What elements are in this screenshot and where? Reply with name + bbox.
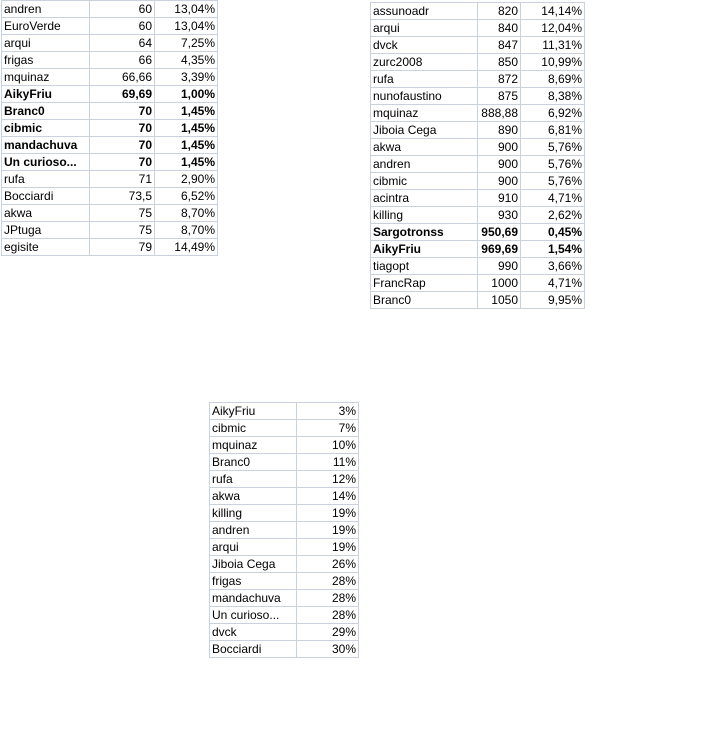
player-name-cell: cibmic — [371, 173, 478, 190]
percent-cell: 28% — [297, 590, 359, 607]
percent-cell: 5,76% — [521, 173, 585, 190]
table-row — [371, 54, 585, 71]
table-row — [2, 69, 218, 86]
table-row — [210, 454, 359, 471]
value-cell: 60 — [90, 18, 155, 35]
table-row — [2, 35, 218, 52]
table-row — [371, 207, 585, 224]
value-cell: 875 — [478, 88, 521, 105]
player-name-cell: nunofaustino — [371, 88, 478, 105]
player-name-cell: EuroVerde — [2, 18, 90, 35]
player-name-cell: Un curioso... — [210, 607, 297, 624]
table-row — [210, 573, 359, 590]
table-row — [371, 37, 585, 54]
value-cell: 900 — [478, 156, 521, 173]
percent-cell: 4,35% — [155, 52, 218, 69]
value-cell: 73,5 — [90, 188, 155, 205]
percent-cell: 10,99% — [521, 54, 585, 71]
percent-cell: 30% — [297, 641, 359, 658]
table-row — [210, 607, 359, 624]
percent-cell: 26% — [297, 556, 359, 573]
player-name-cell: AikyFriu — [2, 86, 90, 103]
player-name-cell: cibmic — [2, 120, 90, 137]
player-name-cell: andren — [210, 522, 297, 539]
table-row — [371, 173, 585, 190]
percent-cell: 1,00% — [155, 86, 218, 103]
value-cell: 890 — [478, 122, 521, 139]
percent-cell: 28% — [297, 607, 359, 624]
player-name-cell: mquinaz — [2, 69, 90, 86]
percent-cell: 10% — [297, 437, 359, 454]
table-row — [371, 156, 585, 173]
percent-cell: 29% — [297, 624, 359, 641]
value-cell: 969,69 — [478, 241, 521, 258]
percent-cell: 2,90% — [155, 171, 218, 188]
score-table-a-body — [2, 1, 218, 256]
table-row — [371, 105, 585, 122]
value-cell: 79 — [90, 239, 155, 256]
percent-cell: 1,45% — [155, 154, 218, 171]
table-row — [210, 624, 359, 641]
score-table-b-body — [371, 3, 585, 309]
value-cell: 900 — [478, 173, 521, 190]
player-name-cell: Sargotronss — [371, 224, 478, 241]
table-row — [210, 403, 359, 420]
table-row — [2, 239, 218, 256]
value-cell: 71 — [90, 171, 155, 188]
percent-cell: 1,45% — [155, 137, 218, 154]
table-row — [2, 222, 218, 239]
percent-cell: 1,45% — [155, 103, 218, 120]
table-row — [210, 556, 359, 573]
percent-cell: 12,04% — [521, 20, 585, 37]
player-name-cell: arqui — [371, 20, 478, 37]
value-cell: 70 — [90, 137, 155, 154]
player-name-cell: egisite — [2, 239, 90, 256]
player-name-cell: tiagopt — [371, 258, 478, 275]
value-cell: 900 — [478, 139, 521, 156]
player-name-cell: arqui — [2, 35, 90, 52]
value-cell: 70 — [90, 120, 155, 137]
value-cell: 990 — [478, 258, 521, 275]
table-row — [210, 420, 359, 437]
table-row — [2, 103, 218, 120]
value-cell: 1050 — [478, 292, 521, 309]
table-row — [2, 1, 218, 18]
ranking-table-c-body — [210, 403, 359, 658]
table-row — [371, 122, 585, 139]
value-cell: 70 — [90, 103, 155, 120]
value-cell: 64 — [90, 35, 155, 52]
player-name-cell: Jiboia Cega — [371, 122, 478, 139]
player-name-cell: FrancRap — [371, 275, 478, 292]
percent-cell: 12% — [297, 471, 359, 488]
table-row — [210, 641, 359, 658]
percent-cell: 13,04% — [155, 1, 218, 18]
value-cell: 66,66 — [90, 69, 155, 86]
percent-cell: 7% — [297, 420, 359, 437]
value-cell: 1000 — [478, 275, 521, 292]
table-row — [371, 258, 585, 275]
player-name-cell: akwa — [210, 488, 297, 505]
percent-cell: 3% — [297, 403, 359, 420]
player-name-cell: AikyFriu — [371, 241, 478, 258]
table-row — [2, 137, 218, 154]
value-cell: 60 — [90, 1, 155, 18]
percent-cell: 19% — [297, 522, 359, 539]
percent-cell: 7,25% — [155, 35, 218, 52]
table-row — [371, 190, 585, 207]
player-name-cell: AikyFriu — [210, 403, 297, 420]
player-name-cell: dvck — [210, 624, 297, 641]
value-cell: 69,69 — [90, 86, 155, 103]
player-name-cell: killing — [210, 505, 297, 522]
player-name-cell: zurc2008 — [371, 54, 478, 71]
percent-cell: 14,49% — [155, 239, 218, 256]
table-row — [2, 171, 218, 188]
value-cell: 872 — [478, 71, 521, 88]
percent-cell: 8,38% — [521, 88, 585, 105]
table-row — [2, 154, 218, 171]
score-table-a — [1, 0, 218, 256]
player-name-cell: dvck — [371, 37, 478, 54]
percent-cell: 14,14% — [521, 3, 585, 20]
table-row — [371, 20, 585, 37]
percent-cell: 1,45% — [155, 120, 218, 137]
player-name-cell: Jiboia Cega — [210, 556, 297, 573]
player-name-cell: assunoadr — [371, 3, 478, 20]
table-row — [2, 52, 218, 69]
player-name-cell: Bocciardi — [210, 641, 297, 658]
value-cell: 820 — [478, 3, 521, 20]
player-name-cell: frigas — [2, 52, 90, 69]
percent-cell: 9,95% — [521, 292, 585, 309]
value-cell: 850 — [478, 54, 521, 71]
percent-cell: 8,69% — [521, 71, 585, 88]
player-name-cell: cibmic — [210, 420, 297, 437]
percent-cell: 4,71% — [521, 275, 585, 292]
player-name-cell: Un curioso... — [2, 154, 90, 171]
value-cell: 910 — [478, 190, 521, 207]
percent-cell: 2,62% — [521, 207, 585, 224]
percent-cell: 3,39% — [155, 69, 218, 86]
table-row — [210, 488, 359, 505]
percent-cell: 5,76% — [521, 156, 585, 173]
percent-cell: 1,54% — [521, 241, 585, 258]
player-name-cell: akwa — [371, 139, 478, 156]
player-name-cell: frigas — [210, 573, 297, 590]
player-name-cell: mquinaz — [210, 437, 297, 454]
table-row — [210, 471, 359, 488]
player-name-cell: Branc0 — [210, 454, 297, 471]
table-row — [371, 224, 585, 241]
table-row — [210, 437, 359, 454]
table-row — [371, 275, 585, 292]
percent-cell: 5,76% — [521, 139, 585, 156]
score-table-b — [370, 2, 585, 309]
percent-cell: 8,70% — [155, 222, 218, 239]
percent-cell: 6,81% — [521, 122, 585, 139]
percent-cell: 28% — [297, 573, 359, 590]
percent-cell: 11% — [297, 454, 359, 471]
table-row — [371, 3, 585, 20]
player-name-cell: JPtuga — [2, 222, 90, 239]
percent-cell: 8,70% — [155, 205, 218, 222]
percent-cell: 6,92% — [521, 105, 585, 122]
percent-cell: 19% — [297, 505, 359, 522]
table-row — [2, 205, 218, 222]
table-row — [210, 539, 359, 556]
percent-cell: 19% — [297, 539, 359, 556]
table-row — [2, 120, 218, 137]
table-row — [2, 18, 218, 35]
table-row — [210, 505, 359, 522]
value-cell: 75 — [90, 205, 155, 222]
table-row — [371, 292, 585, 309]
player-name-cell: Branc0 — [371, 292, 478, 309]
table-row — [371, 71, 585, 88]
player-name-cell: rufa — [210, 471, 297, 488]
percent-cell: 6,52% — [155, 188, 218, 205]
player-name-cell: killing — [371, 207, 478, 224]
table-row — [210, 590, 359, 607]
percent-cell: 4,71% — [521, 190, 585, 207]
player-name-cell: rufa — [371, 71, 478, 88]
percent-cell: 3,66% — [521, 258, 585, 275]
player-name-cell: andren — [2, 1, 90, 18]
table-row — [371, 139, 585, 156]
table-row — [371, 241, 585, 258]
value-cell: 950,69 — [478, 224, 521, 241]
value-cell: 66 — [90, 52, 155, 69]
player-name-cell: rufa — [2, 171, 90, 188]
player-name-cell: mquinaz — [371, 105, 478, 122]
player-name-cell: Branc0 — [2, 103, 90, 120]
table-row — [2, 188, 218, 205]
player-name-cell: mandachuva — [210, 590, 297, 607]
table-row — [371, 88, 585, 105]
value-cell: 888,88 — [478, 105, 521, 122]
table-row — [210, 522, 359, 539]
value-cell: 75 — [90, 222, 155, 239]
percent-cell: 11,31% — [521, 37, 585, 54]
percent-cell: 0,45% — [521, 224, 585, 241]
player-name-cell: arqui — [210, 539, 297, 556]
player-name-cell: acintra — [371, 190, 478, 207]
value-cell: 847 — [478, 37, 521, 54]
ranking-table-c — [209, 402, 359, 658]
value-cell: 70 — [90, 154, 155, 171]
percent-cell: 13,04% — [155, 18, 218, 35]
player-name-cell: mandachuva — [2, 137, 90, 154]
percent-cell: 14% — [297, 488, 359, 505]
value-cell: 930 — [478, 207, 521, 224]
player-name-cell: andren — [371, 156, 478, 173]
player-name-cell: akwa — [2, 205, 90, 222]
value-cell: 840 — [478, 20, 521, 37]
player-name-cell: Bocciardi — [2, 188, 90, 205]
table-row — [2, 86, 218, 103]
